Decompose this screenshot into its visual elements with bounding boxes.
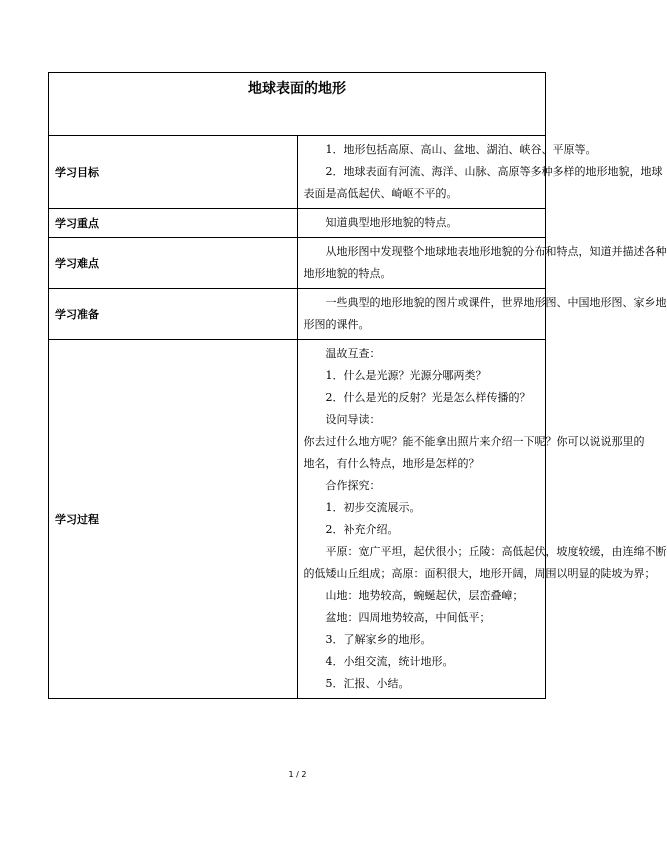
content-line: 盆地：四周地势较高，中间低平； xyxy=(325,611,491,624)
table-row-difficulties xyxy=(49,238,546,289)
content-line: 一些典型的地形地貌的图片或课件，世界地形图、中国地形图、家乡地 xyxy=(325,296,667,309)
table-row-process xyxy=(49,340,546,699)
row-label: 学习准备 xyxy=(49,289,298,340)
content-line: 1．初步交流展示。 xyxy=(325,501,421,514)
title-row xyxy=(49,73,546,136)
content-line: 5．汇报、小结。 xyxy=(325,677,410,690)
row-label: 学习难点 xyxy=(49,238,298,289)
content-line: 表面是高低起伏、崎岖不平的。 xyxy=(303,187,458,200)
table-row-key-points xyxy=(49,209,546,238)
content-line: 的低矮山丘组成；高原：面积很大，地形开阔，周围以明显的陡坡为界； xyxy=(303,567,656,580)
content-line: 形图的课件。 xyxy=(303,318,370,331)
document-title: 地球表面的地形 xyxy=(248,81,346,97)
content-line: 1．什么是光源？光源分哪两类？ xyxy=(325,369,487,382)
page-number: 1 / 2 xyxy=(288,770,307,779)
content-line: 2．补充介绍。 xyxy=(325,523,399,536)
row-content xyxy=(297,209,546,238)
table-row-preparation xyxy=(49,289,546,340)
row-label: 学习目标 xyxy=(49,136,298,209)
row-label: 学习重点 xyxy=(49,209,298,238)
content-line: 设问导读： xyxy=(325,413,381,426)
row-content xyxy=(297,340,667,699)
content-line: 3．了解家乡的地形。 xyxy=(325,633,432,646)
content-line: 知道典型地形地貌的特点。 xyxy=(325,216,458,229)
content-line: 从地形图中发现整个地球地表地形地貌的分布和特点，知道并描述各种 xyxy=(325,245,667,258)
content-line: 地名，有什么特点，地形是怎样的？ xyxy=(303,457,480,470)
row-label: 学习过程 xyxy=(49,340,298,699)
content-line: 平原：宽广平坦，起伏很小；丘陵：高低起伏，坡度较缓，由连绵不断 xyxy=(325,545,667,558)
title-cell xyxy=(49,73,546,136)
content-line: 1．地形包括高原、高山、盆地、湖泊、峡谷、平原等。 xyxy=(325,143,597,156)
content-line: 合作探究： xyxy=(325,479,381,492)
lesson-plan-table xyxy=(48,72,667,699)
content-line: 4．小组交流，统计地形。 xyxy=(325,655,454,668)
content-line: 你去过什么地方呢？能不能拿出照片来介绍一下呢？你可以说说那里的 xyxy=(303,435,645,448)
row-content xyxy=(297,238,667,289)
content-line: 山地：地势较高，蜿蜒起伏，层峦叠嶂； xyxy=(325,589,524,602)
table-row-objectives xyxy=(49,136,546,209)
row-content xyxy=(297,289,667,340)
content-line: 地形地貌的特点。 xyxy=(303,267,392,280)
content-line: 2．地球表面有河流、海洋、山脉、高原等多种多样的地形地貌，地球 xyxy=(325,165,663,178)
content-line: 2．什么是光的反射？光是怎么样传播的？ xyxy=(325,391,531,404)
row-content xyxy=(297,136,663,209)
content-line: 温故互查： xyxy=(325,347,381,360)
